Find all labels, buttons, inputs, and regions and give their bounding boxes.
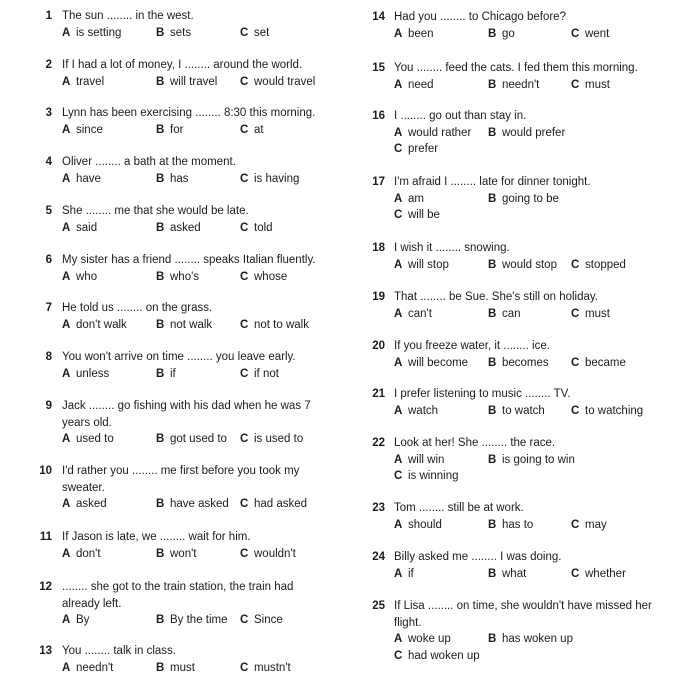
options <box>0 431 345 448</box>
question-text: If you freeze water, it ........ ice. <box>394 340 550 352</box>
option-c: C set <box>240 26 270 39</box>
option-a: A need <box>394 78 434 91</box>
question-text: I'm afraid I ........ late for dinner tonight. <box>394 176 591 188</box>
question-24 <box>345 549 697 582</box>
option-c: C became <box>571 356 626 369</box>
option-c: C had woken up <box>394 649 480 662</box>
question-10 <box>0 463 345 513</box>
option-c: C is having <box>240 172 300 185</box>
question-15 <box>345 60 697 93</box>
question-21 <box>345 386 697 419</box>
question-text: I ........ go out than stay in. <box>394 110 527 122</box>
question-11 <box>0 529 345 562</box>
options <box>0 317 345 334</box>
question-text: Billy asked me ........ I was doing. <box>394 551 562 563</box>
option-a: A is setting <box>62 26 122 39</box>
question-20 <box>345 338 697 371</box>
question-text: He told us ........ on the grass. <box>62 302 213 314</box>
options <box>345 648 697 665</box>
options <box>345 306 697 323</box>
options <box>0 496 345 513</box>
option-b: B to watch <box>488 404 545 417</box>
option-c: C is winning <box>394 470 459 482</box>
option-c: C would travel <box>240 75 316 88</box>
option-b: B sets <box>156 26 192 39</box>
question-text: Tom ........ still be at work. <box>394 502 524 514</box>
question-number: 12 <box>39 581 52 593</box>
option-a: A since <box>62 123 103 136</box>
question-number: 13 <box>39 645 52 657</box>
question-text: I prefer listening to music ........ TV. <box>394 388 571 400</box>
options <box>345 452 697 469</box>
option-b: B has to <box>488 518 534 531</box>
option-b: B will travel <box>156 75 218 88</box>
question-3 <box>0 105 345 138</box>
question-number: 5 <box>45 205 52 217</box>
question-text: If Lisa ........ on time, she wouldn't have missed her flight. <box>394 600 652 629</box>
option-b: B By the time <box>156 614 228 626</box>
option-a: A woke up <box>394 633 451 645</box>
options <box>0 546 345 563</box>
option-b: B what <box>488 567 527 580</box>
options <box>345 26 697 43</box>
option-c: C may <box>571 518 607 531</box>
question-22 <box>345 435 697 485</box>
option-c: C prefer <box>394 143 439 155</box>
options <box>345 566 697 583</box>
question-number: 25 <box>372 600 385 612</box>
options <box>0 269 345 286</box>
question-number: 3 <box>45 107 52 119</box>
question-text: You won't arrive on time ........ you leave early. <box>62 351 296 363</box>
options <box>0 660 345 677</box>
option-c: C is used to <box>240 433 304 445</box>
option-a: A who <box>62 270 98 283</box>
option-b: B has woken up <box>488 633 573 645</box>
question-number: 15 <box>372 62 385 74</box>
options <box>0 220 345 237</box>
question-25 <box>345 598 697 664</box>
question-text: The sun ........ in the west. <box>62 10 194 22</box>
question-text: She ........ me that she would be late. <box>62 205 249 217</box>
option-a: A if <box>394 567 414 580</box>
options <box>345 517 697 534</box>
question-number: 24 <box>372 551 385 563</box>
question-13 <box>0 643 345 676</box>
question-text: Lynn has been exercising ........ 8:30 this morning. <box>62 107 316 119</box>
options <box>345 77 697 94</box>
option-b: B not walk <box>156 318 213 331</box>
option-a: A don't walk <box>62 318 127 331</box>
option-a: A watch <box>394 404 439 417</box>
options <box>0 25 345 42</box>
question-text: You ........ feed the cats. I fed them this morning. <box>394 62 638 74</box>
question-23 <box>345 500 697 533</box>
option-b: B if <box>156 367 176 380</box>
option-a: A asked <box>62 498 107 510</box>
question-5 <box>0 203 345 236</box>
option-a: A can't <box>394 307 432 320</box>
options <box>345 355 697 372</box>
options <box>345 207 697 224</box>
option-a: A would rather <box>394 126 472 139</box>
options <box>0 171 345 188</box>
option-c: C whose <box>240 270 288 283</box>
question-text: You ........ talk in class. <box>62 645 176 657</box>
question-1 <box>0 8 345 41</box>
option-c: C told <box>240 221 273 234</box>
option-c: C whether <box>571 567 626 580</box>
question-7 <box>0 300 345 333</box>
question-number: 18 <box>372 242 385 254</box>
question-number: 7 <box>45 302 52 314</box>
option-b: B asked <box>156 221 201 234</box>
question-8 <box>0 349 345 382</box>
option-a: A By <box>62 614 90 626</box>
question-text: Look at her! She ........ the race. <box>394 437 556 449</box>
question-2 <box>0 57 345 90</box>
option-b: B have asked <box>156 498 229 510</box>
question-text: That ........ be Sue. She's still on holiday. <box>394 291 598 303</box>
option-c: C stopped <box>571 258 626 271</box>
option-a: A have <box>62 172 101 185</box>
question-text: ........ she got to the train station, the train had already left. <box>62 581 294 610</box>
option-a: A been <box>394 27 434 40</box>
question-number: 20 <box>372 340 385 352</box>
question-text: I wish it ........ snowing. <box>394 242 510 254</box>
question-number: 6 <box>45 254 52 266</box>
options <box>345 403 697 420</box>
option-a: A needn't <box>62 661 114 674</box>
option-a: A travel <box>62 75 105 88</box>
question-number: 22 <box>372 437 385 449</box>
option-c: C not to walk <box>240 318 309 331</box>
option-b: B going to be <box>488 192 559 205</box>
option-b: B can <box>488 307 521 320</box>
question-18 <box>345 240 697 273</box>
option-a: A said <box>62 221 98 234</box>
option-a: A will become <box>394 356 469 369</box>
question-number: 10 <box>39 465 52 477</box>
option-c: C if not <box>240 367 279 380</box>
question-number: 14 <box>372 11 385 23</box>
option-a: A am <box>394 192 424 205</box>
question-number: 21 <box>372 388 385 400</box>
option-b: B would stop <box>488 258 557 271</box>
options <box>0 74 345 91</box>
question-16 <box>345 108 697 158</box>
question-number: 17 <box>372 176 385 188</box>
option-b: B won't <box>156 547 197 560</box>
question-text: If I had a lot of money, I ........ around the world. <box>62 59 303 71</box>
option-c: C wouldn't <box>240 547 296 560</box>
question-number: 1 <box>45 10 52 22</box>
option-a: A used to <box>62 433 114 445</box>
question-text: Jack ........ go fishing with his dad when he was 7 years old. <box>62 400 311 429</box>
question-9 <box>0 398 345 448</box>
option-a: A unless <box>62 367 110 380</box>
question-number: 2 <box>45 59 52 71</box>
options <box>345 631 697 648</box>
question-text: If Jason is late, we ........ wait for him. <box>62 531 251 543</box>
question-text: Oliver ........ a bath at the moment. <box>62 156 236 168</box>
option-b: B go <box>488 27 515 40</box>
options <box>345 257 697 274</box>
options <box>345 125 697 142</box>
option-c: C must <box>571 78 610 91</box>
question-text: Had you ........ to Chicago before? <box>394 11 566 23</box>
question-17 <box>345 174 697 224</box>
options <box>0 122 345 139</box>
option-a: A will stop <box>394 258 449 271</box>
option-c: C will be <box>394 209 440 221</box>
option-b: B got used to <box>156 433 227 445</box>
option-c: C Since <box>240 614 283 626</box>
option-a: A will win <box>394 453 445 466</box>
option-b: B is going to win <box>488 453 575 466</box>
question-6 <box>0 252 345 285</box>
question-number: 8 <box>45 351 52 363</box>
options <box>345 191 697 208</box>
option-a: A should <box>394 518 442 531</box>
question-text: My sister has a friend ........ speaks Italian fluently. <box>62 254 316 266</box>
question-number: 19 <box>372 291 385 303</box>
option-b: B for <box>156 123 184 136</box>
options <box>345 468 697 485</box>
option-c: C to watching <box>571 404 644 417</box>
question-number: 4 <box>45 156 52 168</box>
option-c: C must <box>571 307 610 320</box>
options <box>0 366 345 383</box>
options <box>0 612 345 629</box>
question-text: I'd rather you ........ me first before you took my sweater. <box>62 465 300 494</box>
question-number: 9 <box>45 400 52 412</box>
question-number: 11 <box>39 531 52 543</box>
option-c: C had asked <box>240 498 308 510</box>
question-19 <box>345 289 697 322</box>
option-a: A don't <box>62 547 101 560</box>
question-12 <box>0 579 345 629</box>
option-b: B has <box>156 172 189 185</box>
question-14 <box>345 9 697 42</box>
question-number: 16 <box>372 110 385 122</box>
options <box>345 141 697 158</box>
option-c: C mustn't <box>240 661 291 674</box>
option-b: B who's <box>156 270 200 283</box>
option-b: B must <box>156 661 195 674</box>
question-number: 23 <box>372 502 385 514</box>
option-b: B becomes <box>488 356 549 369</box>
option-c: C went <box>571 27 610 40</box>
option-b: B would prefer <box>488 126 566 139</box>
question-4 <box>0 154 345 187</box>
option-b: B needn't <box>488 78 540 91</box>
option-c: C at <box>240 123 264 136</box>
